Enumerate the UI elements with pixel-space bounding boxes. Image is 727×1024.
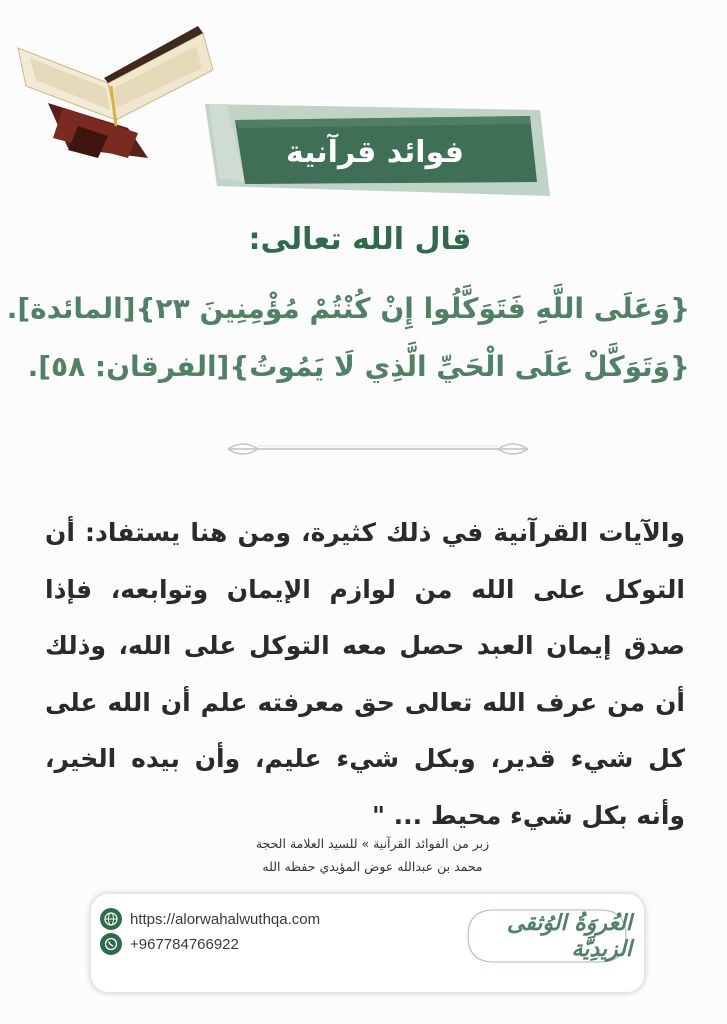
verse-line-1: {وَعَلَى اللَّهِ فَتَوَكَّلُوا إِنْ كُنْتُمْ مُؤْمِنِينَ ٢٣}[المائدة].: [6, 292, 690, 325]
phone-number[interactable]: +967784766922: [130, 935, 239, 953]
body-paragraph: والآيات القرآنية في ذلك كثيرة، ومن هنا يستفاد: أن التوكل على الله من لوازم الإيمان وتوابعه، فإذا صدق إيمان العبد حصل معه التوكل على الله، وذلك أن من عرف الله تعالى حق معرفته علم أن الله على كل شيء قدير، وبكل شيء عليم، وأن بيده الخير، وأنه بكل شيء محيط ... ": [45, 518, 685, 830]
globe-icon: [100, 908, 122, 930]
source-line-1: زبر من الفوائد القرآنية » للسيد العلامة الحجة: [255, 836, 490, 851]
verse-intro: قال الله تعالى:: [248, 222, 472, 257]
website-link[interactable]: https://alorwahalwuthqa.com: [130, 910, 321, 928]
source-line-2: محمد بن عبدالله عوض المؤيدي حفظه الله: [262, 859, 483, 874]
whatsapp-icon: [100, 933, 122, 955]
verse-line-2: {وَتَوَكَّلْ عَلَى الْحَيِّ الَّذِي لَا يَمُوتُ}[الفرقان: ٥٨].: [27, 350, 690, 383]
website-row[interactable]: [100, 908, 320, 930]
ornament-divider: [218, 438, 538, 460]
phone-row[interactable]: [100, 933, 239, 955]
organization-logo: العُروَةُ الوُثقى الزيدِيَّة: [506, 910, 632, 962]
banner-title: فوائد قرآنية: [285, 134, 465, 170]
quran-book-icon: [8, 8, 218, 163]
